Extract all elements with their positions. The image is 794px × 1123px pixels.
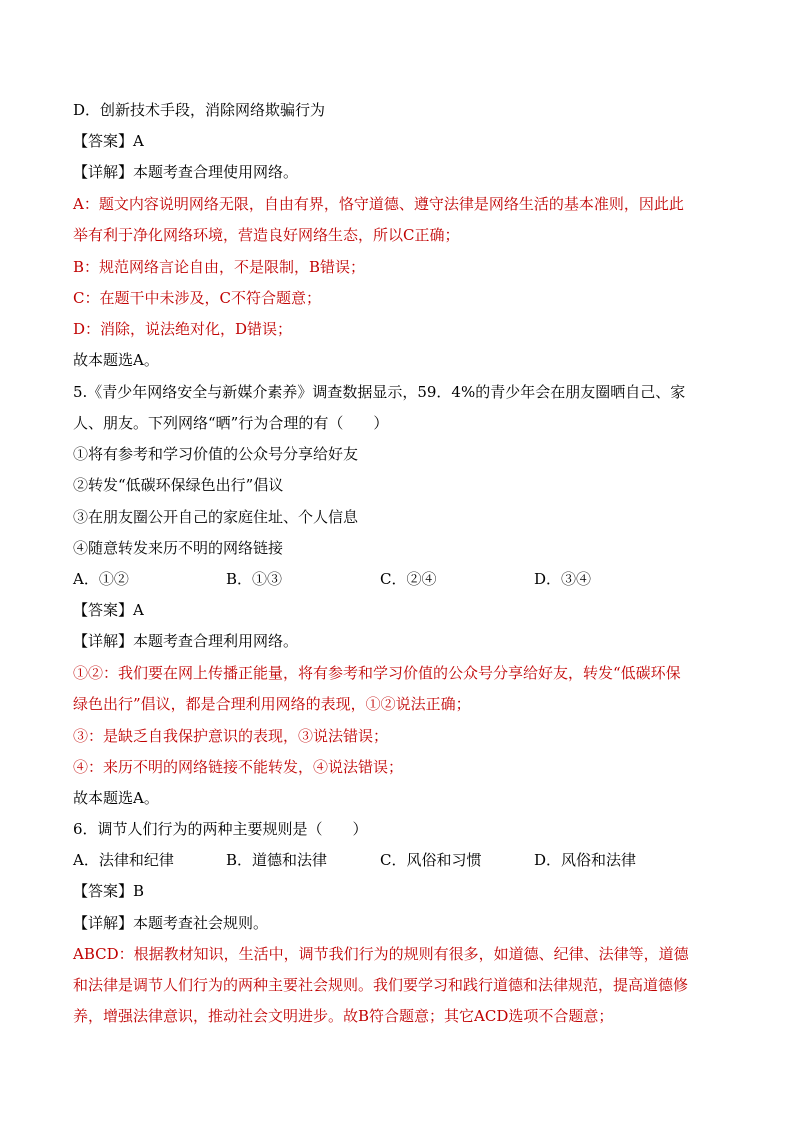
q5-stem-line: 5.《青少年网络安全与新媒介素养》调查数据显示，59．4%的青少年会在朋友圈晒自己、家 xyxy=(73,383,686,401)
q5-option-c: C．②④ xyxy=(380,570,437,588)
q5-item: ②转发“低碳环保绿色出行”倡议 xyxy=(73,476,284,494)
q5-option-a: A．①② xyxy=(73,570,129,588)
q5-answer: 【答案】A xyxy=(73,601,144,619)
q6-option-d: D．风俗和法律 xyxy=(534,851,637,869)
q6-option-b: B．道德和法律 xyxy=(226,851,328,869)
q5-analysis-line: ①②：我们要在网上传播正能量，将有参考和学习价值的公众号分享给好友，转发“低碳环保 xyxy=(73,664,681,682)
q5-option-d: D．③④ xyxy=(534,570,592,588)
q4-analysis-line: A：题文内容说明网络无限，自由有界，恪守道德、遵守法律是网络生活的基本准则，因此此 xyxy=(73,195,684,213)
q5-analysis-line: ④：来历不明的网络链接不能转发，④说法错误； xyxy=(73,758,404,776)
q5-detail: 【详解】本题考查合理利用网络。 xyxy=(73,632,299,650)
q4-analysis-line: C：在题干中未涉及，C不符合题意； xyxy=(73,289,321,307)
q4-analysis-line: B：规范网络言论自由，不是限制，B错误； xyxy=(73,258,366,276)
q4-option-d: D．创新技术手段，消除网络欺骗行为 xyxy=(73,101,326,119)
q5-analysis-line: 绿色出行”倡议，都是合理利用网络的表现，①②说法正确； xyxy=(73,695,471,713)
q6-answer: 【答案】B xyxy=(73,882,145,900)
q4-analysis-line: D：消除，说法绝对化，D错误； xyxy=(73,320,293,338)
q6-option-a: A．法律和纪律 xyxy=(73,851,174,869)
q5-conclusion: 故本题选A。 xyxy=(73,789,159,807)
q6-analysis-line: 养，增强法律意识，推动社会文明进步。故B符合题意；其它ACD选项不合题意； xyxy=(73,1007,614,1025)
q5-item: ①将有参考和学习价值的公众号分享给好友 xyxy=(73,445,359,463)
q5-item: ④随意转发来历不明的网络链接 xyxy=(73,539,284,557)
q4-conclusion: 故本题选A。 xyxy=(73,351,159,369)
q5-analysis-line: ③：是缺乏自我保护意识的表现，③说法错误； xyxy=(73,727,389,745)
q5-option-b: B．①③ xyxy=(226,570,283,588)
q5-item: ③在朋友圈公开自己的家庭住址、个人信息 xyxy=(73,508,359,526)
q6-stem: 6．调节人们行为的两种主要规则是（ ） xyxy=(73,820,368,838)
q6-analysis-line: 和法律是调节人们行为的两种主要社会规则。我们要学习和践行道德和法律规范，提高道德修 xyxy=(73,976,689,994)
q5-stem-line: 人、朋友。下列网络“晒”行为合理的有（ ） xyxy=(73,414,389,432)
q6-analysis-line: ABCD：根据教材知识，生活中，调节我们行为的规则有很多，如道德、纪律、法律等，道德 xyxy=(73,945,689,963)
q4-analysis-line: 举有利于净化网络环境，营造良好网络生态，所以C正确； xyxy=(73,226,460,244)
q4-answer: 【答案】A xyxy=(73,132,144,150)
q6-option-c: C．风俗和习惯 xyxy=(380,851,482,869)
q6-detail: 【详解】本题考查社会规则。 xyxy=(73,914,269,932)
q4-detail: 【详解】本题考查合理使用网络。 xyxy=(73,163,299,181)
